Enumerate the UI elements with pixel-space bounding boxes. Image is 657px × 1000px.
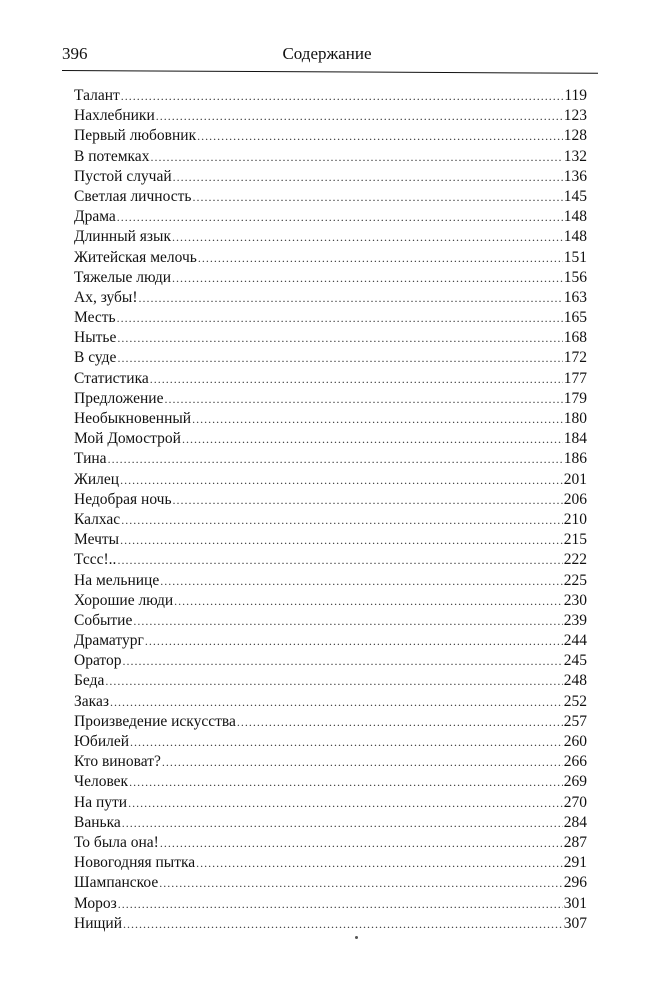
toc-entry-page: 244: [563, 632, 587, 650]
dot-leader: [150, 369, 563, 389]
toc-entry-title: Произведение искусства: [74, 712, 236, 730]
toc-entry: [74, 853, 587, 873]
toc-entry-title: Длинный язык: [74, 228, 171, 246]
toc-entry-page: 165: [563, 309, 587, 327]
toc-entry-page: 291: [563, 854, 587, 872]
dot-leader: [172, 227, 563, 247]
toc-entry-page: 225: [563, 571, 587, 589]
toc-entry-page: 184: [563, 430, 587, 448]
toc-entry: [74, 449, 587, 469]
dot-leader: [156, 106, 563, 126]
toc-entry-page: 270: [563, 793, 587, 811]
toc-entry: [74, 651, 587, 671]
toc-entry-page: 239: [563, 611, 587, 629]
toc-entry-page: 269: [563, 773, 587, 791]
toc-entry-page: 128: [563, 127, 587, 145]
dot-leader: [173, 490, 563, 510]
toc-entry-page: 163: [563, 288, 587, 306]
toc-entry-title: Калхас: [74, 510, 121, 528]
dot-leader: [117, 348, 562, 368]
toc-entry-page: 287: [563, 833, 587, 851]
toc-entry-title: В суде: [74, 349, 117, 367]
toc-entry-title: Жилец: [74, 470, 120, 488]
dot-leader: [121, 510, 563, 530]
toc-entry-title: Тина: [74, 450, 107, 468]
dot-leader: [192, 409, 563, 429]
toc-entry: [74, 106, 587, 126]
toc-entry-page: 148: [563, 208, 587, 226]
table-of-contents: [74, 86, 587, 934]
toc-entry: [74, 147, 587, 167]
header-rule: [62, 70, 598, 74]
toc-entry: [74, 530, 587, 550]
toc-entry: [74, 389, 587, 409]
toc-entry-page: 210: [563, 510, 587, 528]
dot-leader: [117, 550, 562, 570]
dot-leader: [129, 772, 563, 792]
toc-entry-page: 301: [563, 894, 587, 912]
dot-leader: [117, 328, 562, 348]
toc-entry-title: Необыкновенный: [74, 410, 192, 427]
dot-leader: [120, 470, 563, 490]
toc-entry: [74, 248, 587, 268]
toc-entry: [74, 732, 587, 752]
toc-entry-title: Светлая личность: [74, 187, 192, 205]
toc-entry: [74, 772, 587, 792]
toc-entry-page: 245: [563, 652, 587, 670]
dot-leader: [120, 530, 563, 550]
toc-entry-title: Драматург: [74, 632, 144, 650]
toc-entry-title: Новогодняя пытка: [74, 854, 196, 872]
toc-entry: [74, 510, 587, 530]
toc-entry-title: Мой Домострой: [74, 430, 181, 448]
dot-leader: [162, 752, 563, 772]
toc-entry: [74, 550, 587, 570]
toc-entry-page: 177: [563, 369, 587, 387]
dot-leader: [117, 207, 563, 227]
toc-entry-title: Драма: [74, 208, 116, 226]
toc-entry-page: 136: [563, 167, 587, 185]
toc-entry: [74, 692, 587, 712]
toc-entry: [74, 369, 587, 389]
toc-entry: [74, 631, 587, 651]
toc-entry-page: 123: [563, 107, 587, 125]
toc-entry: [74, 490, 587, 510]
toc-entry-title: Мечты: [74, 531, 120, 549]
toc-entry: [74, 894, 587, 914]
toc-entry-title: Месть: [74, 309, 116, 327]
toc-entry-page: 151: [563, 248, 587, 266]
toc-entry: [74, 227, 587, 247]
dot-leader: [130, 732, 563, 752]
dot-leader: [159, 873, 563, 893]
toc-entry-title: Человек: [74, 773, 129, 791]
toc-entry-title: Ах, зубы!: [74, 288, 138, 306]
toc-entry-title: Талант: [74, 87, 120, 104]
running-title: Содержание: [282, 44, 372, 63]
dot-leader: [172, 268, 563, 288]
toc-entry-page: 148: [563, 228, 587, 246]
toc-entry-title: Недобрая ночь: [74, 490, 172, 508]
toc-entry-title: Первый любовник: [74, 127, 197, 145]
page-number: 396: [62, 44, 88, 63]
toc-entry-page: 252: [563, 692, 587, 710]
toc-entry: [74, 167, 587, 187]
toc-entry-page: 206: [563, 490, 587, 508]
toc-entry: [74, 126, 587, 146]
dot-leader: [108, 449, 563, 469]
toc-entry: [74, 429, 587, 449]
toc-entry-page: 307: [563, 914, 587, 932]
dot-leader: [123, 914, 563, 934]
dot-leader: [105, 671, 562, 691]
toc-entry-title: На мельнице: [74, 571, 160, 589]
toc-entry-title: Ванька: [74, 813, 121, 831]
toc-entry-title: Предложение: [74, 389, 164, 407]
dot-leader: [128, 793, 563, 813]
toc-entry-page: 145: [563, 187, 587, 205]
toc-entry: [74, 914, 587, 934]
toc-entry-page: 266: [563, 753, 587, 771]
dot-leader: [237, 712, 563, 732]
toc-entry-page: 230: [563, 591, 587, 609]
dot-leader: [122, 813, 563, 833]
dot-leader: [110, 692, 563, 712]
toc-entry-page: 168: [563, 329, 587, 347]
toc-entry: [74, 348, 587, 368]
toc-entry-title: На пути: [74, 793, 128, 811]
toc-entry-page: 172: [563, 349, 587, 367]
dot-leader: [174, 591, 563, 611]
toc-entry-title: Событие: [74, 611, 133, 629]
toc-entry-title: Нахлебники: [74, 107, 155, 125]
toc-entry: [74, 671, 587, 691]
toc-entry-title: То была она!: [74, 833, 159, 851]
toc-entry-page: 284: [563, 813, 587, 831]
dot-leader: [192, 187, 562, 207]
dot-leader: [139, 288, 563, 308]
toc-entry-title: Тяжелые люди: [74, 268, 172, 286]
toc-entry-title: Житейская мелочь: [74, 248, 197, 266]
toc-entry-page: 296: [563, 874, 587, 892]
toc-entry-page: 180: [563, 410, 587, 427]
toc-entry-title: В потемках: [74, 147, 150, 165]
dot-leader: [133, 611, 562, 631]
page-header: [62, 44, 592, 70]
toc-entry: [74, 571, 587, 591]
dot-leader: [164, 389, 562, 409]
dot-leader: [196, 853, 563, 873]
toc-entry-title: Тссс!..: [74, 551, 117, 569]
dot-leader: [197, 126, 563, 146]
toc-entry: [74, 712, 587, 732]
toc-entry: [74, 86, 587, 106]
dot-leader: [118, 894, 563, 914]
toc-entry: [74, 833, 587, 853]
toc-entry-title: Хорошие люди: [74, 591, 174, 609]
toc-entry: [74, 288, 587, 308]
toc-entry-title: Статистика: [74, 369, 149, 387]
toc-entry-page: 201: [563, 470, 587, 488]
toc-entry-title: Пустой случай: [74, 167, 172, 185]
toc-entry-page: 222: [563, 551, 587, 569]
dot-leader: [117, 308, 563, 328]
toc-entry: [74, 752, 587, 772]
toc-entry: [74, 813, 587, 833]
dot-leader: [182, 429, 563, 449]
toc-entry-page: 156: [563, 268, 587, 286]
toc-entry-page: 132: [563, 147, 587, 165]
toc-entry: [74, 268, 587, 288]
toc-entry-page: 119: [564, 87, 587, 104]
dot-leader: [123, 651, 563, 671]
toc-entry-title: Нытье: [74, 329, 117, 347]
toc-entry-title: Юбилей: [74, 733, 130, 750]
toc-entry: [74, 187, 587, 207]
toc-entry-page: 215: [563, 531, 587, 549]
print-speck: [355, 936, 358, 939]
toc-entry-title: Шампанское: [74, 874, 159, 892]
toc-entry: [74, 328, 587, 348]
dot-leader: [150, 147, 562, 167]
toc-entry: [74, 470, 587, 490]
dot-leader: [198, 248, 563, 268]
toc-entry: [74, 308, 587, 328]
toc-entry-title: Кто виноват?: [74, 753, 161, 771]
toc-entry: [74, 409, 587, 429]
toc-entry-title: Оратор: [74, 652, 122, 670]
toc-entry: [74, 873, 587, 893]
dot-leader: [145, 631, 563, 651]
toc-entry: [74, 591, 587, 611]
toc-entry-title: Заказ: [74, 692, 109, 710]
dot-leader: [160, 571, 563, 591]
toc-entry: [74, 793, 587, 813]
toc-entry: [74, 611, 587, 631]
dot-leader: [160, 833, 563, 853]
toc-entry-title: Беда: [74, 672, 105, 690]
toc-entry-page: 179: [563, 389, 587, 407]
toc-entry-title: Нищий: [74, 914, 123, 932]
dot-leader: [173, 167, 563, 187]
toc-entry-page: 260: [563, 733, 587, 750]
toc-entry-page: 248: [563, 672, 587, 690]
toc-entry-page: 257: [563, 712, 587, 730]
toc-entry-title: Мороз: [74, 894, 117, 912]
toc-entry: [74, 207, 587, 227]
dot-leader: [121, 86, 564, 106]
toc-entry-page: 186: [563, 450, 587, 468]
